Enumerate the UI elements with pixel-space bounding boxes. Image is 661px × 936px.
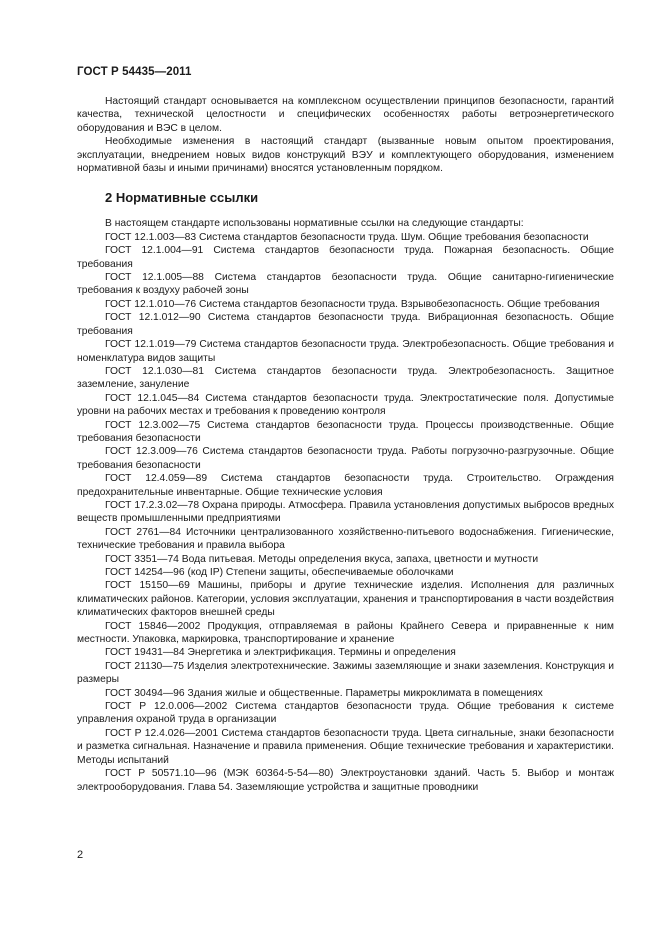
reference-item: ГОСТ 12.1.030—81 Система стандартов безопасности труда. Электробезопасность. Защитное заземление, зануление [77, 365, 614, 391]
intro-paragraph: Необходимые изменения в настоящий стандарт (вызванные новым опытом проектирования, эксплуатации, внедрением новых видов конструкций ВЭУ и комплектующего оборудования, изменением нормативной базы и иными причинами) вносятся установленным порядком. [77, 136, 614, 175]
reference-item: ГОСТ 2761—84 Источники централизованного хозяйственно-питьевого водоснабжения. Гигиенические, технические требования и правила выбора [77, 526, 614, 552]
reference-item: ГОСТ 15846—2002 Продукция, отправляемая в районы Крайнего Севера и приравненные к ним местности. Упаковка, маркировка, транспортирование и хранение [77, 620, 614, 646]
reference-item: ГОСТ 12.3.009—76 Система стандартов безопасности труда. Работы погрузочно-разгрузочные. Общие требования безопасности [77, 446, 614, 471]
reference-item: ГОСТ 12.1.003—83 Система стандартов безопасности труда. Шум. Общие требования безопасности [105, 231, 589, 243]
document-body [77, 95, 614, 794]
reference-item: ГОСТ 12.1.005—88 Система стандартов безопасности труда. Общие санитарно-гигиенические требования к воздуху рабочей зоны [77, 272, 614, 297]
reference-item: ГОСТ 17.2.3.02—78 Охрана природы. Атмосфера. Правила установления допустимых выбросов вредных веществ промышленными предприятиями [77, 499, 614, 525]
reference-item: ГОСТ 15150—69 Машины, приборы и другие технические изделия. Исполнения для различных климатических районов. Категории, условия эксплуатации, хранения и транспортирования в части воздействия климатических факторов внешней среды [77, 580, 614, 619]
reference-item: ГОСТ 30494—96 Здания жилые и общественные. Параметры микроклимата в помещениях [105, 687, 543, 699]
reference-item: ГОСТ Р 12.0.006—2002 Система стандартов безопасности труда. Общие требования к системе управления охраной труда в организации [77, 701, 614, 726]
reference-item: ГОСТ 21130—75 Изделия электротехнические. Зажимы заземляющие и знаки заземления. Конструкция и размеры [77, 660, 614, 686]
reference-list [77, 231, 614, 794]
reference-item: ГОСТ 12.1.045—84 Система стандартов безопасности труда. Электростатические поля. Допустимые уровни на рабочих местах и требования к проведению контроля [77, 392, 614, 418]
reference-item: ГОСТ 3351—74 Вода питьевая. Методы определения вкуса, запаха, цветности и мутности [105, 553, 539, 565]
page-number: 2 [77, 849, 84, 861]
intro-paragraph: Настоящий стандарт основывается на комплексном осуществлении принципов безопасности, гарантий качества, технической целостности и специфических особенностях работы ветроэнергетического оборудования и ВЭС в целом. [77, 96, 614, 134]
reference-item: ГОСТ 12.1.012—90 Система стандартов безопасности труда. Вибрационная безопасность. Общие требования [77, 312, 614, 337]
section-lead: В настоящем стандарте использованы нормативные ссылки на следующие стандарты: [105, 218, 524, 230]
reference-item: ГОСТ 19431—84 Энергетика и электрификация. Термины и определения [105, 647, 456, 659]
document-header: ГОСТ Р 54435—2011 [77, 66, 192, 78]
reference-item: ГОСТ Р 50571.10—96 (МЭК 60364-5-54—80) Электроустановки зданий. Часть 5. Выбор и монтаж электрооборудования. Глава 54. Заземляющие устройства и защитные проводники [77, 768, 614, 793]
reference-item: ГОСТ 12.1.010—76 Система стандартов безопасности труда. Взрывобезопасность. Общие требования [105, 298, 600, 310]
reference-item: ГОСТ 12.1.019—79 Система стандартов безопасности труда. Электробезопасность. Общие требования и номенклатура видов защиты [77, 339, 614, 364]
reference-item: ГОСТ 12.3.002—75 Система стандартов безопасности труда. Процессы производственные. Общие требования безопасности [77, 419, 614, 444]
reference-item: ГОСТ 12.1.004—91 Система стандартов безопасности труда. Пожарная безопасность. Общие требования [77, 245, 614, 270]
reference-item: ГОСТ 14254—96 (код IP) Степени защиты, обеспечиваемые оболочками [105, 567, 454, 578]
reference-item: ГОСТ 12.4.059—89 Система стандартов безопасности труда. Строительство. Ограждения предохранительные инвентарные. Общие технические условия [77, 473, 614, 498]
reference-item: ГОСТ Р 12.4.026—2001 Система стандартов безопасности труда. Цвета сигнальные, знаки безопасности и разметка сигнальная. Назначение и правила применения. Общие технические требования и характеристики. Методы испытаний [77, 727, 614, 766]
section-title: 2 Нормативные ссылки [105, 190, 259, 206]
